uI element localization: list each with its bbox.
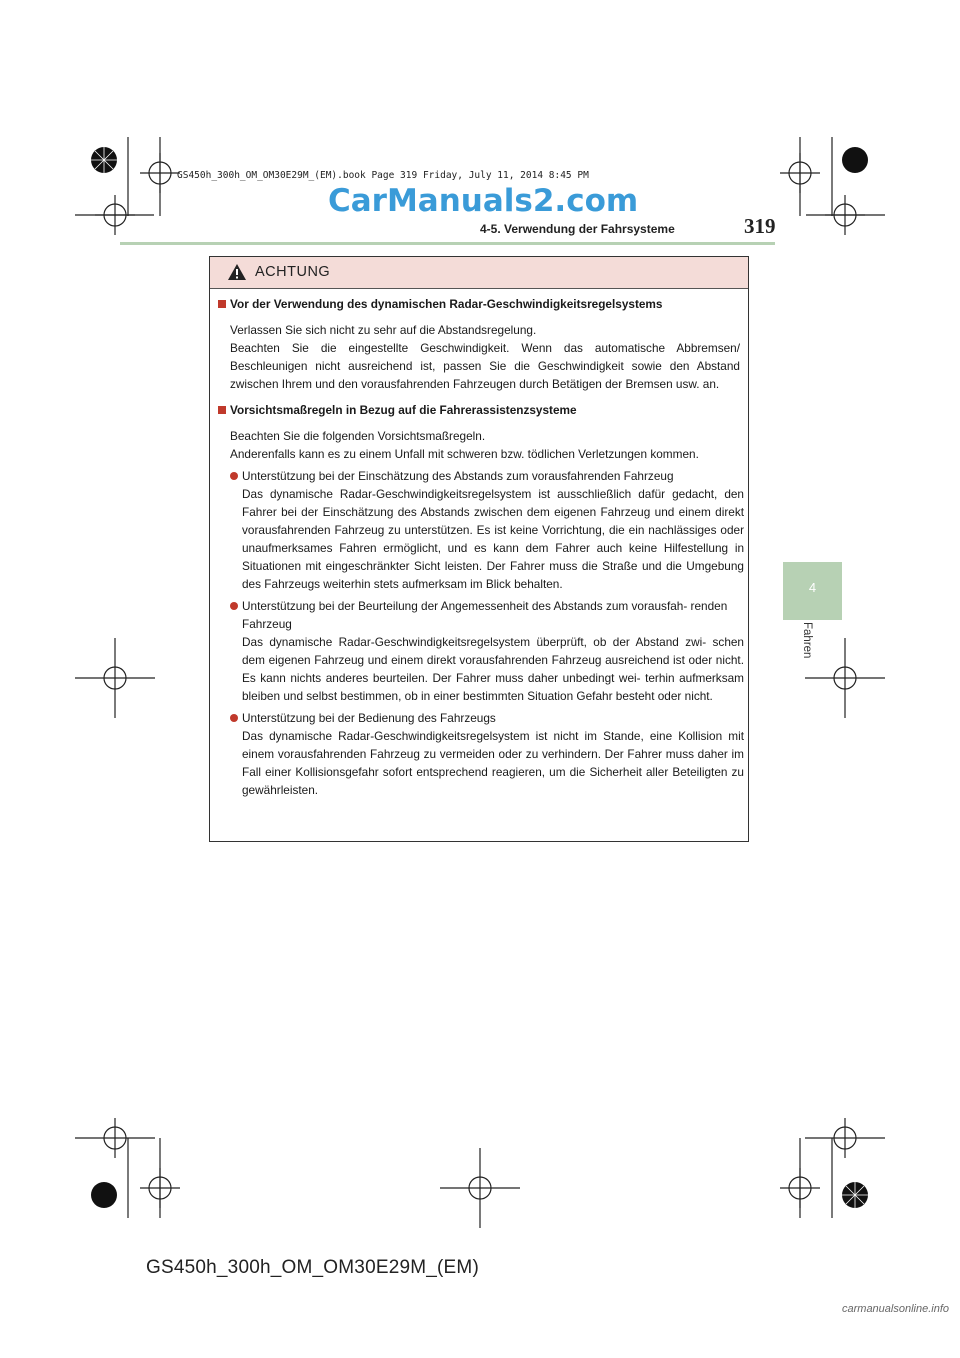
list-item	[230, 467, 744, 593]
section-heading: Vor der Verwendung des dynamischen Radar-Geschwindigkeitsregelsystems	[218, 297, 748, 312]
paragraph: Beachten Sie die folgenden Vorsichtsmaßregeln.	[230, 429, 486, 443]
round-bullet-icon	[230, 714, 238, 722]
section-heading: Vorsichtsmaßregeln in Bezug auf die Fahrerassistenzsysteme	[218, 403, 748, 418]
header-rule	[120, 242, 775, 245]
round-bullet-icon	[230, 472, 238, 480]
document-code: GS450h_300h_OM_OM30E29M_(EM)	[146, 1257, 479, 1278]
round-bullet-icon	[230, 602, 238, 610]
page-number: 319	[744, 214, 776, 238]
watermark: CarManuals2.com	[328, 183, 639, 219]
list-item-text: Das dynamische Radar-Geschwindigkeitsregelsystem ist nicht im Stande, eine Kollision mit einem vorausfahrenden Fahrzeug zu vermeiden oder zu verhindern. Der Fahrer muss daher im Fall einer Kollisionsgefahr sofort entsprechend reagieren, um die Sicherheit aller Beteiligten zu gewährleisten.	[242, 729, 744, 797]
square-bullet-icon	[218, 406, 226, 414]
warning-box	[209, 256, 749, 842]
square-bullet-icon	[218, 300, 226, 308]
list-item	[230, 597, 744, 705]
list-item-title: Unterstützung bei der Beurteilung der Angemessenheit des Abstands zum vorausfah- renden Fahrzeug	[242, 599, 728, 631]
paragraph: Verlassen Sie sich nicht zu sehr auf die Abstandsregelung.	[230, 323, 537, 337]
chapter-label: Fahren	[801, 622, 813, 659]
chapter-number: 4	[808, 580, 817, 595]
chapter-tab	[783, 562, 842, 620]
book-tag: GS450h_300h_OM_OM30E29M_(EM).book Page 319 Friday, July 11, 2014 8:45 PM	[177, 170, 589, 181]
warning-triangle-icon	[227, 263, 247, 281]
list-item-title: Unterstützung bei der Bedienung des Fahrzeugs	[242, 711, 496, 725]
warning-body	[210, 297, 748, 799]
paragraph: Anderenfalls kann es zu einem Unfall mit schweren bzw. tödlichen Verletzungen kommen.	[230, 447, 699, 461]
section-title: 4-5. Verwendung der Fahrsysteme	[480, 222, 675, 236]
list-item-text: Das dynamische Radar-Geschwindigkeitsregelsystem überprüft, ob der Abstand zwi- schen dem eigenen Fahrzeug und einem direkt vorausfahrenden Fahrzeug ausreichend ist oder nicht. Es kann nichts anderes beurteilen. Der Fahrer muss daher unbedingt wei- terhin aufmerksam bleiben und selbst bestimmen, ob in einer bestimmten Situation Gefahr besteht oder nicht.	[242, 635, 744, 703]
warning-header	[210, 257, 748, 289]
paragraph: Beachten Sie die eingestellte Geschwindigkeit. Wenn das automatische Abbremsen/ Beschleunigen nicht ausreichend ist, passen Sie die Geschwindigkeit sowie den Abstand zwischen Ihrem und den vorausfahrenden Fahrzeugen durch Betätigen der Bremsen usw. an.	[230, 341, 740, 391]
list-item-text: Das dynamische Radar-Geschwindigkeitsregelsystem ist ausschließlich dafür gedacht, den Fahrer bei der Einschätzung des Abstands zwischen dem eigenen Fahrzeug und einem direkt vorausfahrenden Fahrzeug zu unterstützen. Es ist keine Vorrichtung, die ein nachlässiges oder unaufmerksames Fahren ermöglicht, und es kann dem Fahrer auch keine Hilfestellung in Situationen mit eingeschränkter Sicht leisten. Der Fahrer muss die Straße und die Umgebung des Fahrzeugs weiterhin stets aufmerksam im Blick behalten.	[242, 487, 744, 591]
list-item	[230, 709, 744, 799]
chapter-label-wrap	[783, 622, 842, 692]
warning-title: ACHTUNG	[255, 264, 331, 280]
bottom-watermark: carmanualsonline.info	[842, 1303, 950, 1315]
list-item-title: Unterstützung bei der Einschätzung des Abstands zum vorausfahrenden Fahrzeug	[242, 469, 674, 483]
